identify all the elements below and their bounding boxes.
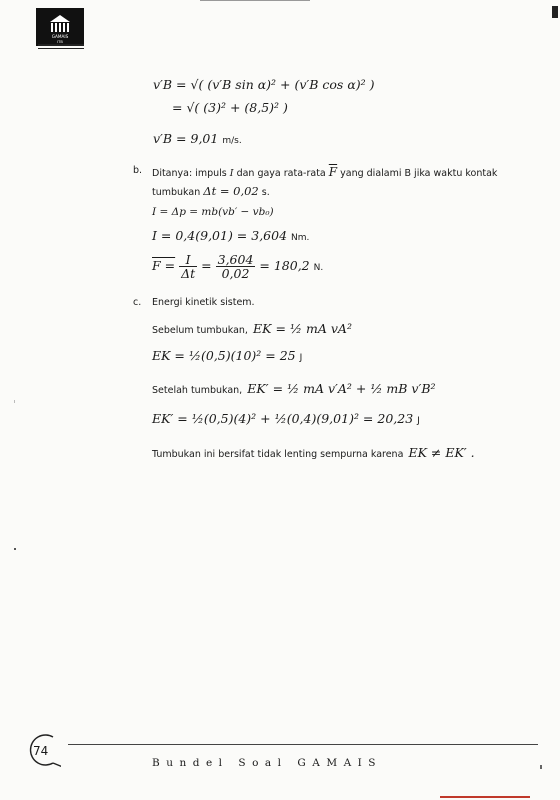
part-b-dt: Δt = 0,02 <box>203 184 259 198</box>
frac-I-dt <box>179 253 197 280</box>
part-c-heading: Energi kinetik sistem. <box>152 297 255 308</box>
ek-before-unit: J <box>299 353 303 363</box>
part-b-q1a: Ditanya: impuls <box>152 168 227 179</box>
eq-vb-sqrt <box>153 77 375 92</box>
footer-rule <box>68 744 538 745</box>
part-b-q1b: dan gaya rata-rata <box>236 168 326 179</box>
part-b-marker: b. <box>133 165 143 176</box>
conclusion <box>152 442 475 461</box>
frac-I-dt-num: I <box>179 253 197 267</box>
bottom-edge-mark <box>440 796 530 798</box>
footer-book-title: Bundel Soal GAMAIS <box>152 757 382 769</box>
eq-vb-result-value: v′B = 9,01 <box>153 131 219 146</box>
symbol-F-bar: $\overline{F}$ <box>328 165 338 179</box>
ek-before-calc <box>152 348 302 363</box>
eq-vb-result <box>153 131 242 146</box>
scan-dot <box>14 548 16 550</box>
logo-text-1: GAMAIS <box>51 34 69 39</box>
eq-force-unit: N. <box>313 263 324 273</box>
eq-impulse-calc <box>152 228 309 243</box>
ek-before-calc-value: EK = ½(0,5)(10)² = 25 <box>152 348 296 363</box>
ek-before-eq: EK = ½ mA vA² <box>253 321 352 336</box>
ek-after-def <box>152 378 436 397</box>
ek-after-calc-value: EK′ = ½(0,5)(4)² + ½(0,4)(9,01)² = 20,23 <box>152 411 414 426</box>
part-b-question-line1 <box>152 165 497 179</box>
eq-vb-lhs: v′B = <box>153 77 187 92</box>
ek-after-eq: EK′ = ½ mA v′A² + ½ mB v′B² <box>247 381 436 396</box>
ek-before-def <box>152 318 352 337</box>
header-rule-thin <box>38 48 84 49</box>
eq-vb-result-unit: m/s. <box>222 136 242 146</box>
top-edge-mark <box>200 0 310 1</box>
eq-impulse-def: I = Δp = mb(vb′ − vb₀) <box>152 206 274 218</box>
conclusion-text: Tumbukan ini bersifat tidak lenting sempurna karena <box>152 449 404 460</box>
scan-dot-right <box>540 765 542 769</box>
frac-values-den: 0,02 <box>221 266 250 281</box>
scan-mark <box>14 400 15 403</box>
eq-force-result: = 180,2 <box>259 258 310 273</box>
eq-vb-values: = √( (3)² + (8,5)² ) <box>172 100 288 115</box>
page-number: 74 <box>33 744 49 758</box>
frac-I-dt-den: Δt <box>181 266 196 281</box>
corner-mark <box>552 6 558 18</box>
eq-vb-rhs: √( (v′B sin α)² + (v′B cos α)² ) <box>190 77 375 92</box>
eq-force-calc: F = $\frac{I}{\Delta t}$ = $\frac{3,604}{0,02}$ = 180,2 N. <box>152 252 324 281</box>
symbol-I: I <box>229 168 234 179</box>
conclusion-inequality: EK ≠ EK′ . <box>408 445 475 460</box>
part-b-q1c: yang dialami B jika waktu kontak <box>340 168 498 179</box>
frac-values-num: 3,604 <box>217 252 254 267</box>
ek-after-calc <box>152 411 420 426</box>
frac-values <box>216 253 256 280</box>
gamais-logo <box>36 8 84 46</box>
ek-after-label: Setelah tumbukan, <box>152 385 243 396</box>
part-b-q2a: tumbukan <box>152 187 201 198</box>
eq-impulse-unit: Nm. <box>291 233 310 243</box>
part-c-marker: c. <box>133 297 142 308</box>
part-b-q2c: s. <box>261 187 270 198</box>
header-rule <box>38 44 84 46</box>
eq-impulse-calc-value: I = 0,4(9,01) = 3,604 <box>152 228 288 243</box>
ek-after-unit: J <box>417 416 420 426</box>
logo-text-2: ITB <box>57 40 63 44</box>
ek-before-label: Sebelum tumbukan, <box>152 325 248 336</box>
eq-force-lhs: F = <box>152 258 176 273</box>
part-b-question-line2 <box>152 184 270 198</box>
